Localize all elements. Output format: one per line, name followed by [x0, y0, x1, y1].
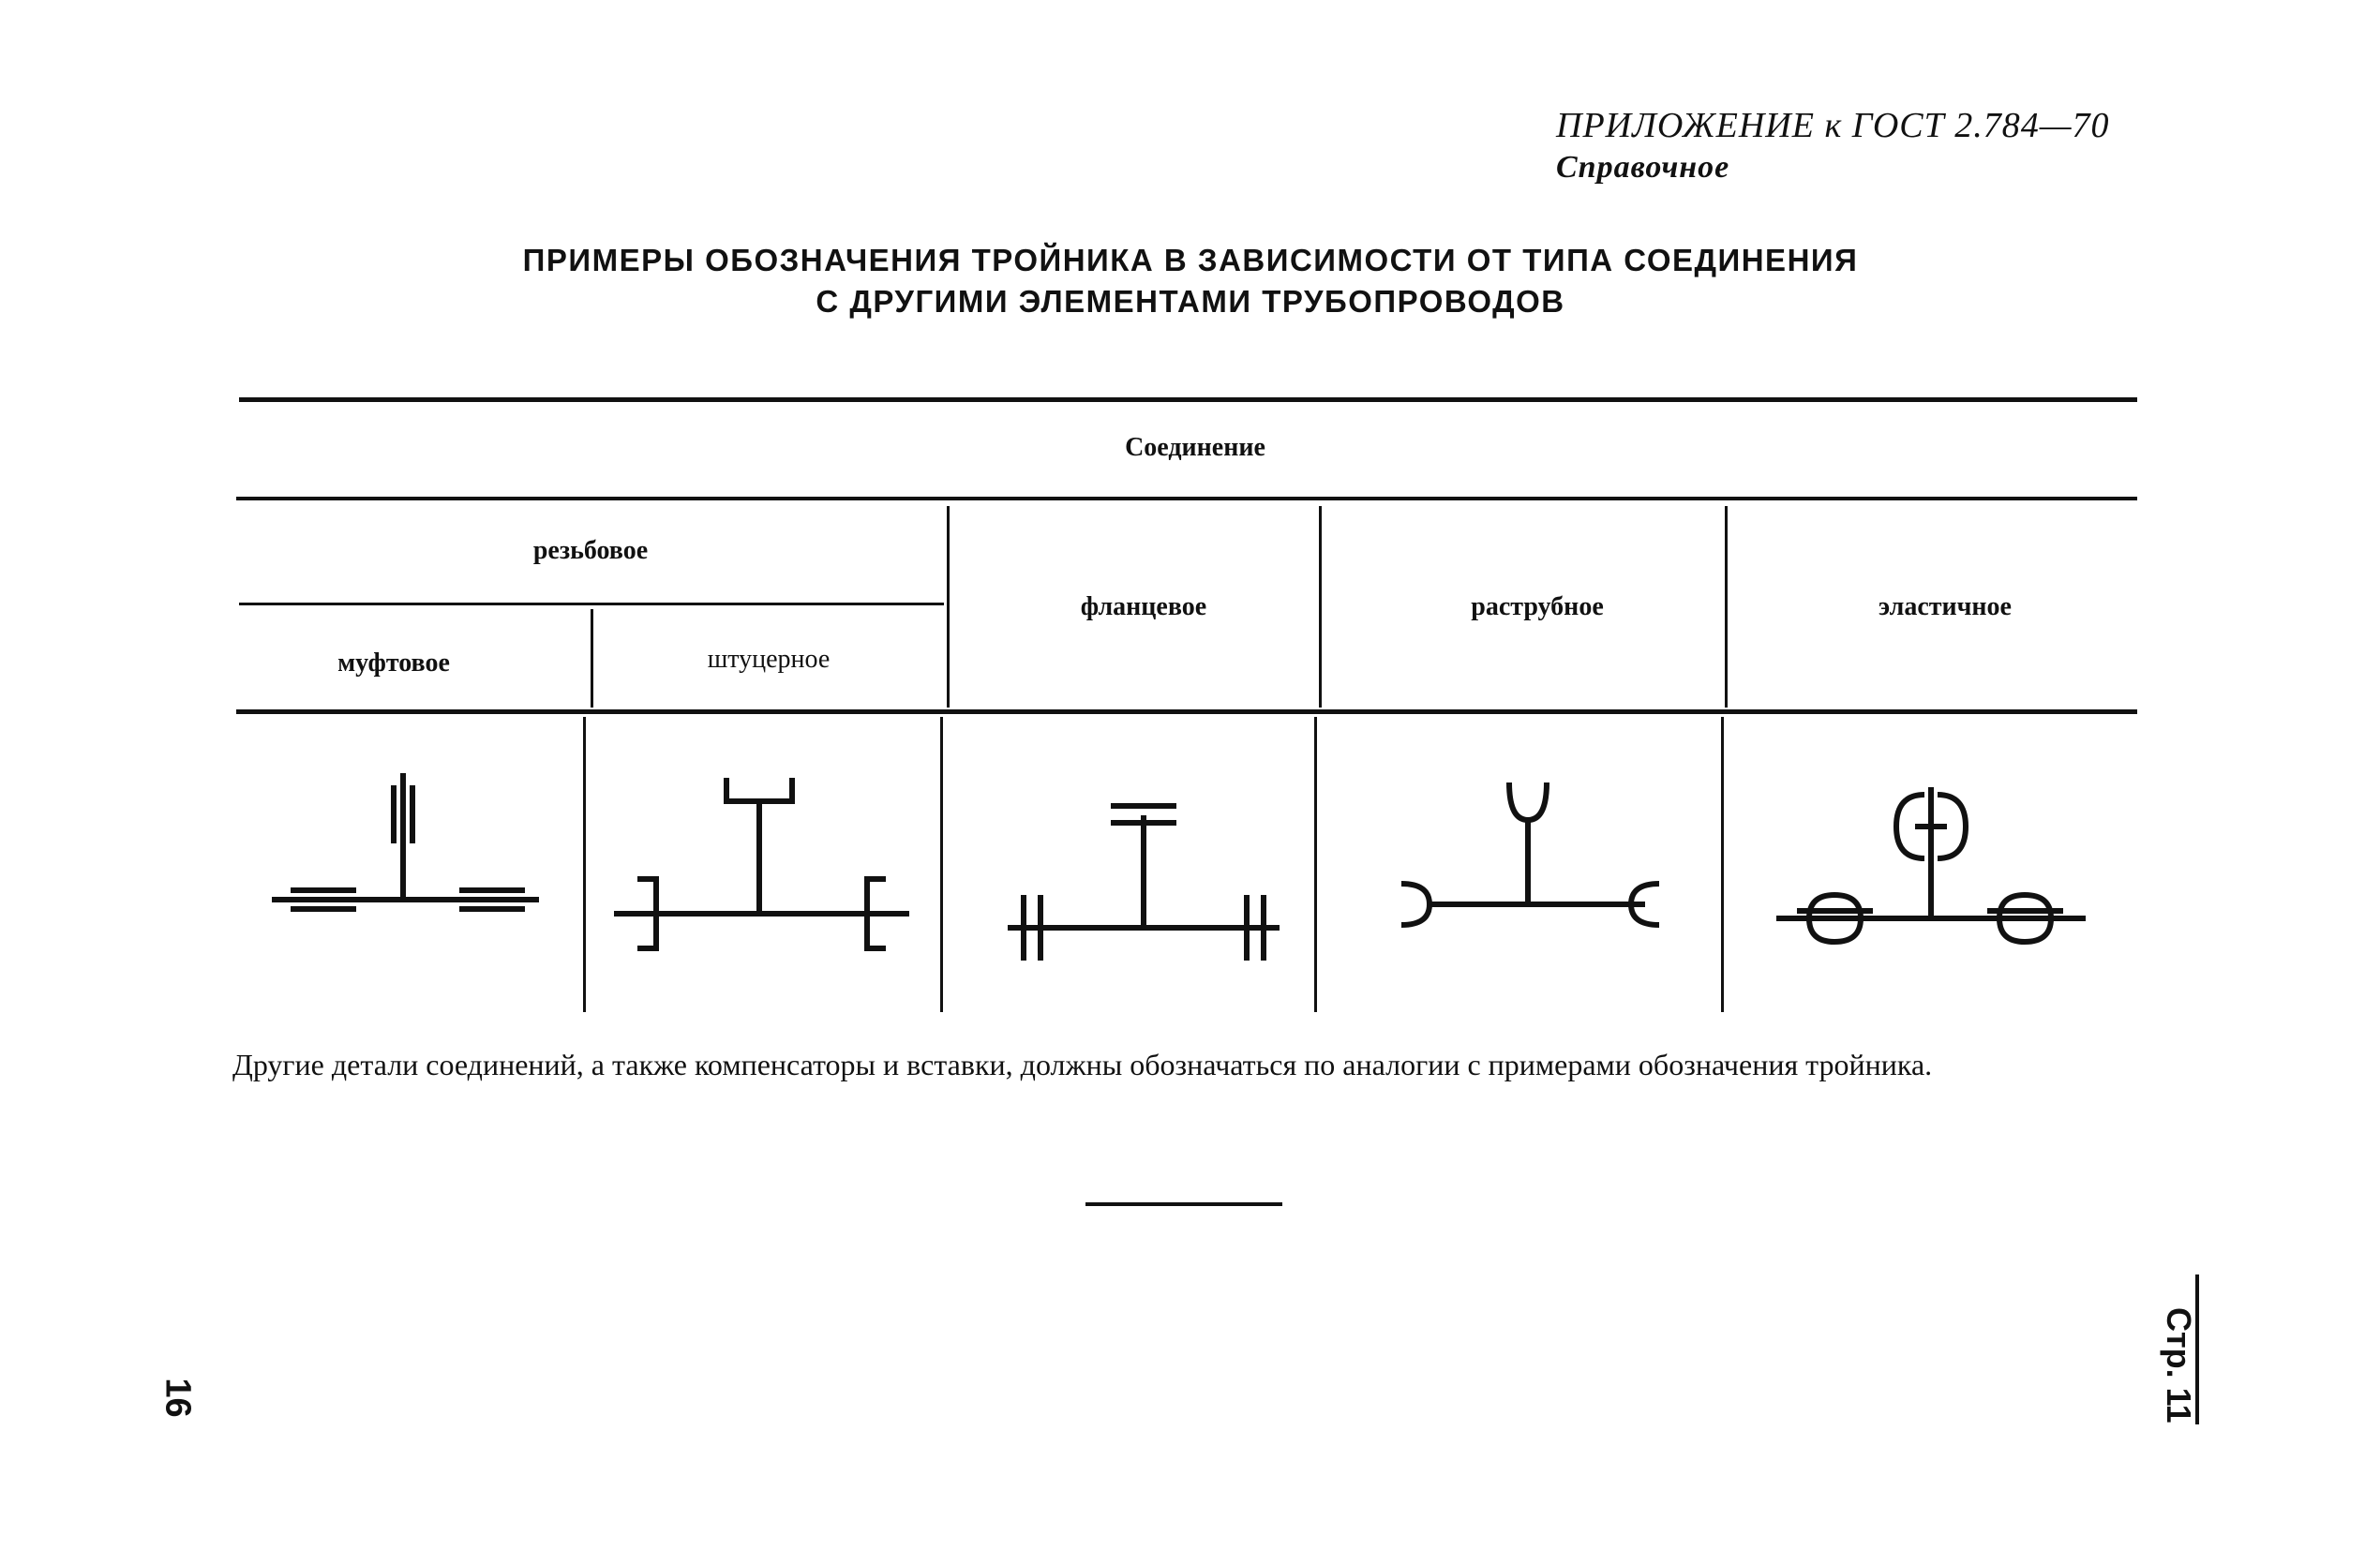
side-number: 16	[157, 1378, 198, 1418]
table-header-rule	[236, 497, 2137, 500]
header-coupling: муфтовое	[337, 648, 450, 678]
body-divider-2	[940, 717, 943, 1012]
header-union: штуцерное	[707, 645, 831, 674]
header-divider-2	[947, 506, 950, 708]
table-top-rule	[239, 397, 2137, 402]
note-paragraph: Другие детали соединений, а также компенсаторы и вставки, должны обозначаться по аналогии с примерами обозначения тройника.	[232, 1048, 1933, 1081]
document-title	[394, 240, 1987, 322]
body-divider-1	[583, 717, 586, 1012]
appendix-reference: Справочное	[1556, 150, 1730, 185]
tee-union-threaded-symbol-icon	[614, 778, 914, 956]
header-connection: Соединение	[1125, 433, 1265, 462]
header-socket: раструбное	[1471, 592, 1604, 621]
header-divider-1	[591, 609, 593, 708]
body-divider-3	[1314, 717, 1317, 1012]
tee-coupling-threaded-symbol-icon	[272, 759, 553, 928]
threaded-sub-rule	[239, 603, 944, 605]
table-body-rule	[236, 709, 2137, 714]
appendix-header	[1556, 105, 2110, 186]
header-divider-4	[1725, 506, 1728, 708]
body-divider-4	[1721, 717, 1724, 1012]
header-divider-3	[1319, 506, 1322, 708]
title-line-1: ПРИМЕРЫ ОБОЗНАЧЕНИЯ ТРОЙНИКА В ЗАВИСИМОСТИ ОТ ТИПА СОЕДИНЕНИЯ	[522, 243, 1859, 277]
tee-socket-symbol-icon	[1401, 782, 1673, 942]
header-elastic: эластичное	[1879, 592, 2012, 621]
page-number: Стр. 11	[2160, 1307, 2198, 1423]
tee-elastic-symbol-icon	[1776, 787, 2095, 956]
header-flanged: фланцевое	[1080, 592, 1207, 621]
end-rule	[1085, 1202, 1282, 1206]
header-threaded: резьбовое	[532, 536, 649, 565]
appendix-title: ПРИЛОЖЕНИЕ к ГОСТ 2.784—70	[1556, 106, 2110, 145]
title-line-2: С ДРУГИМИ ЭЛЕМЕНТАМИ ТРУБОПРОВОДОВ	[816, 284, 1565, 319]
tee-flanged-symbol-icon	[1008, 797, 1289, 965]
